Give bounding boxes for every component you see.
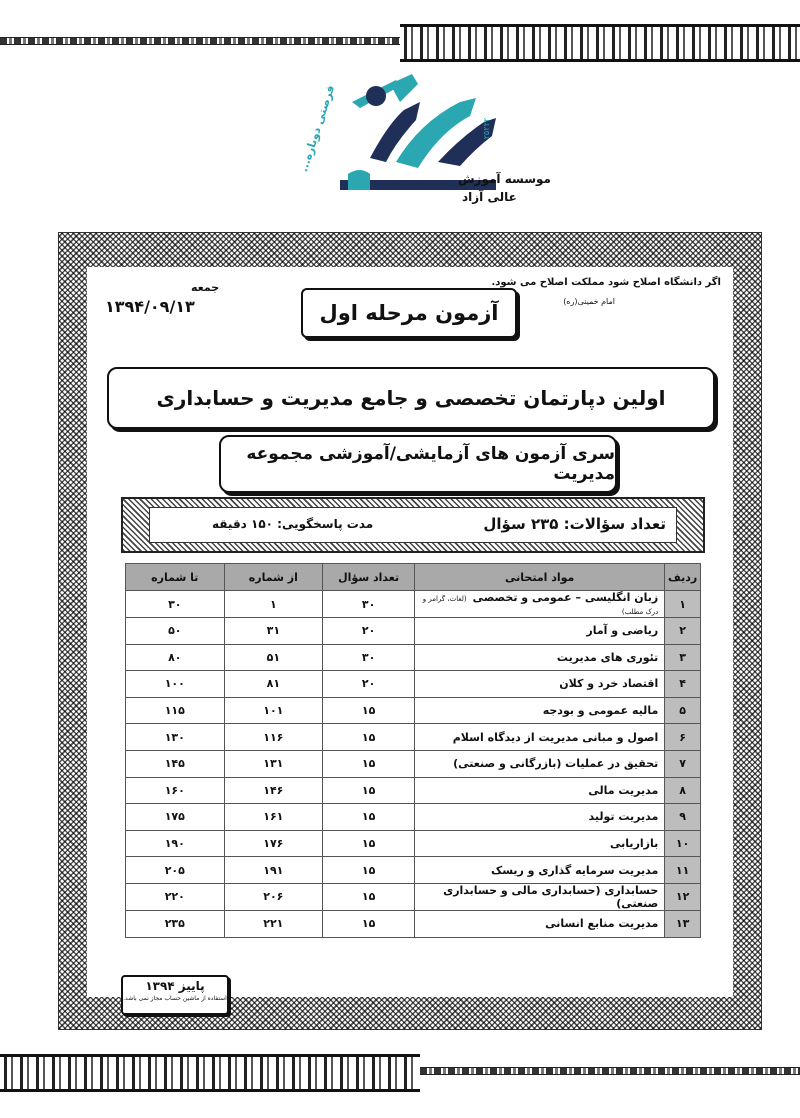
bottom-chain-pattern bbox=[420, 1067, 800, 1075]
header-to: تا شماره bbox=[126, 564, 225, 591]
subject-cell bbox=[415, 750, 665, 777]
subject-note: (لغات، گرامر و درک مطلب) bbox=[422, 595, 659, 616]
subject-cell bbox=[415, 804, 665, 831]
to-cell: ۱۰۰ bbox=[126, 671, 225, 698]
to-cell: ۱۴۵ bbox=[126, 750, 225, 777]
subject-cell bbox=[415, 644, 665, 671]
count-cell: ۱۵ bbox=[323, 857, 415, 884]
count-cell: ۱۵ bbox=[323, 724, 415, 751]
to-cell: ۸۰ bbox=[126, 644, 225, 671]
from-cell: ۸۱ bbox=[224, 671, 323, 698]
header-from: از شماره bbox=[224, 564, 323, 591]
row-number: ۱۱ bbox=[665, 857, 701, 884]
from-cell: ۵۱ bbox=[224, 644, 323, 671]
subject-cell bbox=[415, 830, 665, 857]
count-cell: ۱۵ bbox=[323, 804, 415, 831]
count-cell: ۱۵ bbox=[323, 830, 415, 857]
row-number: ۹ bbox=[665, 804, 701, 831]
table-row bbox=[126, 883, 701, 910]
calculator-note: استفاده از ماشین حساب مجاز نمی باشد. bbox=[123, 995, 227, 1002]
table-row bbox=[126, 644, 701, 671]
subject-name: بازاریابی bbox=[610, 837, 659, 851]
table-row bbox=[126, 591, 701, 618]
subject-cell bbox=[415, 618, 665, 645]
institute-name-line2: عالی آزاد bbox=[462, 190, 517, 204]
from-cell: ۱۳۱ bbox=[224, 750, 323, 777]
table-row bbox=[126, 910, 701, 937]
from-cell: ۱۹۱ bbox=[224, 857, 323, 884]
subject-cell bbox=[415, 883, 665, 910]
count-cell: ۱۵ bbox=[323, 910, 415, 937]
table-row bbox=[126, 857, 701, 884]
count-cell: ۱۵ bbox=[323, 697, 415, 724]
row-number: ۶ bbox=[665, 724, 701, 751]
exam-day: جمعه bbox=[191, 281, 220, 294]
subject-name: مدیریت سرمایه گذاری و ریسک bbox=[490, 863, 659, 877]
exam-info-box bbox=[121, 497, 705, 553]
subject-cell bbox=[415, 724, 665, 751]
table-row bbox=[126, 804, 701, 831]
season-label: پاییز ۱۳۹۴ bbox=[145, 979, 205, 993]
brand-phone: ۲۵۲۲۲ bbox=[482, 117, 492, 140]
stage-title: آزمون مرحله اول bbox=[301, 288, 517, 338]
subject-name: مدیریت تولید bbox=[588, 810, 659, 824]
from-cell: ۲۰۶ bbox=[224, 883, 323, 910]
row-number: ۷ bbox=[665, 750, 701, 777]
to-cell: ۲۰۵ bbox=[126, 857, 225, 884]
exam-date: ۱۳۹۴/۰۹/۱۳ bbox=[105, 297, 195, 316]
subject-name: تئوری های مدیریت bbox=[556, 650, 659, 664]
subject-cell bbox=[415, 857, 665, 884]
subject-cell bbox=[415, 697, 665, 724]
subject-name: ریاضی و آمار bbox=[586, 624, 659, 638]
from-cell: ۱۰۱ bbox=[224, 697, 323, 724]
count-cell: ۲۰ bbox=[323, 671, 415, 698]
header-row-no: ردیف bbox=[665, 564, 701, 591]
from-cell: ۱۷۶ bbox=[224, 830, 323, 857]
to-cell: ۵۰ bbox=[126, 618, 225, 645]
to-cell: ۲۳۵ bbox=[126, 910, 225, 937]
bottom-decorative-band bbox=[0, 1054, 800, 1086]
table-row bbox=[126, 830, 701, 857]
count-cell: ۱۵ bbox=[323, 883, 415, 910]
table-row bbox=[126, 618, 701, 645]
row-number: ۱۰ bbox=[665, 830, 701, 857]
subject-cell bbox=[415, 671, 665, 698]
subject-name: زبان انگلیسی – عمومی و تخصصی bbox=[472, 591, 659, 604]
institute-name-line1: موسسه آموزش bbox=[458, 172, 551, 186]
season-stamp bbox=[121, 975, 229, 1015]
count-cell: ۳۰ bbox=[323, 644, 415, 671]
from-cell: ۱۴۶ bbox=[224, 777, 323, 804]
from-cell: ۱۶۱ bbox=[224, 804, 323, 831]
table-row bbox=[126, 724, 701, 751]
exam-sheet-frame bbox=[58, 232, 762, 1030]
exam-info-panel bbox=[149, 507, 677, 543]
subjects-table bbox=[125, 563, 701, 938]
quote-author: امام خمینی(ره) bbox=[563, 297, 615, 306]
top-arch-pattern bbox=[400, 24, 800, 62]
subject-name: مالیه عمومی و بودجه bbox=[542, 704, 659, 718]
question-count: تعداد سؤالات: ۲۳۵ سؤال bbox=[483, 515, 666, 533]
from-cell: ۳۱ bbox=[224, 618, 323, 645]
top-decorative-band bbox=[0, 24, 800, 56]
to-cell: ۱۱۵ bbox=[126, 697, 225, 724]
row-number: ۱۳ bbox=[665, 910, 701, 937]
subject-name: اقتصاد خرد و کلان bbox=[559, 677, 659, 691]
subject-name: مدیریت مالی bbox=[588, 783, 659, 797]
series-title: سری آزمون های آزمایشی/آموزشی مجموعه مدیریت bbox=[219, 435, 617, 493]
subject-cell bbox=[415, 591, 665, 618]
to-cell: ۱۳۰ bbox=[126, 724, 225, 751]
table-row bbox=[126, 671, 701, 698]
count-cell: ۱۵ bbox=[323, 777, 415, 804]
row-number: ۳ bbox=[665, 644, 701, 671]
row-number: ۸ bbox=[665, 777, 701, 804]
subject-name: اصول و مبانی مدیریت از دیدگاه اسلام bbox=[452, 730, 659, 744]
exam-sheet bbox=[87, 267, 733, 1002]
table-header-row bbox=[126, 564, 701, 591]
brand-tagline: فرصتی دوباره... bbox=[296, 83, 338, 174]
from-cell: ۲۲۱ bbox=[224, 910, 323, 937]
to-cell: ۱۹۰ bbox=[126, 830, 225, 857]
to-cell: ۱۶۰ bbox=[126, 777, 225, 804]
row-number: ۱۲ bbox=[665, 883, 701, 910]
table-row bbox=[126, 777, 701, 804]
subject-cell bbox=[415, 910, 665, 937]
subject-name: تحقیق در عملیات (بازرگانی و صنعتی) bbox=[453, 757, 659, 771]
row-number: ۵ bbox=[665, 697, 701, 724]
quote-text: اگر دانشگاه اصلاح شود مملکت اصلاح می شود. bbox=[491, 277, 721, 288]
row-number: ۲ bbox=[665, 618, 701, 645]
header-count: تعداد سؤال bbox=[323, 564, 415, 591]
from-cell: ۱ bbox=[224, 591, 323, 618]
department-title: اولین دپارتمان تخصصی و جامع مدیریت و حسابداری bbox=[107, 367, 715, 429]
to-cell: ۳۰ bbox=[126, 591, 225, 618]
to-cell: ۱۷۵ bbox=[126, 804, 225, 831]
subject-cell bbox=[415, 777, 665, 804]
table-row bbox=[126, 750, 701, 777]
count-cell: ۱۵ bbox=[323, 750, 415, 777]
count-cell: ۳۰ bbox=[323, 591, 415, 618]
header-subject: مواد امتحانی bbox=[415, 564, 665, 591]
to-cell: ۲۲۰ bbox=[126, 883, 225, 910]
top-chain-pattern bbox=[0, 37, 400, 45]
row-number: ۴ bbox=[665, 671, 701, 698]
table-row bbox=[126, 697, 701, 724]
row-number: ۱ bbox=[665, 591, 701, 618]
bottom-arch-pattern bbox=[0, 1054, 420, 1092]
subject-name: مدیریت منابع انسانی bbox=[545, 917, 659, 931]
subject-name: حسابداری (حسابداری مالی و حسابداری صنعتی) bbox=[443, 883, 659, 910]
count-cell: ۲۰ bbox=[323, 618, 415, 645]
answer-duration: مدت پاسخگویی: ۱۵۰ دقیقه bbox=[212, 517, 374, 531]
from-cell: ۱۱۶ bbox=[224, 724, 323, 751]
